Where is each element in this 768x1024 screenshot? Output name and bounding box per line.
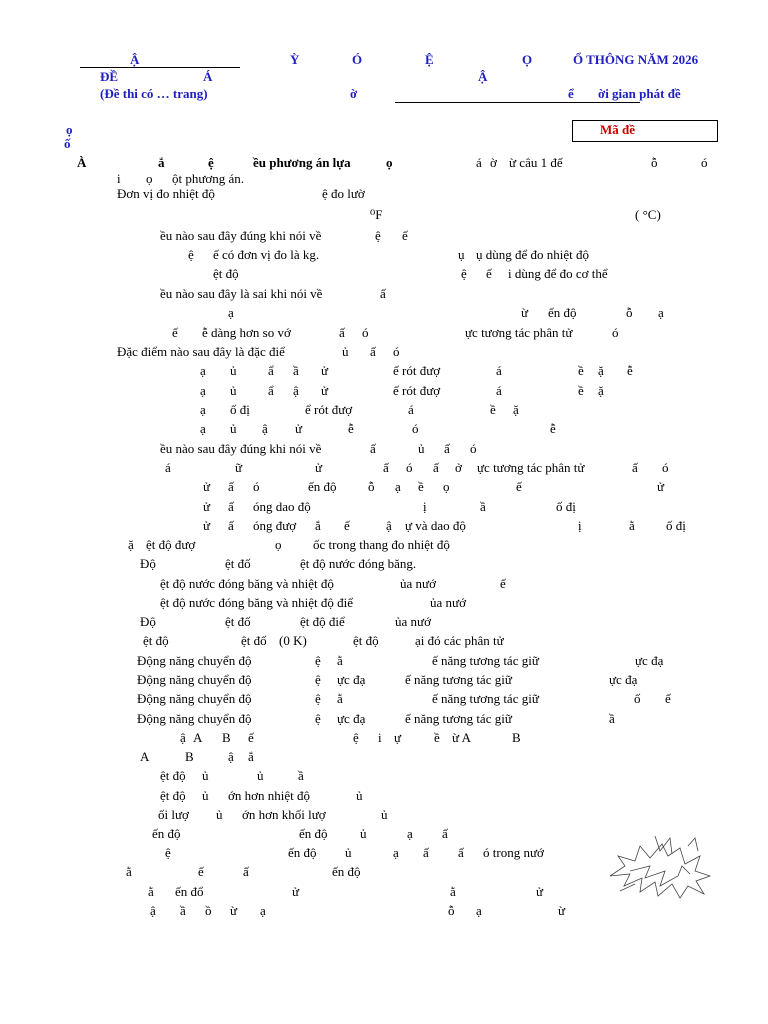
text-fragment: ế rót đượ bbox=[393, 363, 441, 378]
text-fragment: ố bbox=[634, 691, 641, 706]
time-rule bbox=[395, 102, 640, 103]
text-fragment: ề bbox=[578, 383, 584, 398]
text-fragment: ấ bbox=[632, 460, 638, 475]
text-fragment: ấ bbox=[370, 441, 376, 456]
text-fragment: ạ bbox=[200, 421, 206, 436]
text-fragment: ậ bbox=[228, 749, 234, 764]
text-fragment: ệt đố bbox=[241, 633, 267, 648]
text-fragment: ầ bbox=[180, 903, 186, 918]
text-fragment: á bbox=[496, 383, 502, 398]
text-fragment: ọ bbox=[443, 479, 450, 494]
text-fragment: ủa nướ bbox=[400, 576, 436, 591]
header-org: Ậ bbox=[130, 52, 140, 67]
text-fragment: ực đạ bbox=[635, 653, 664, 668]
text-fragment: óng dao độ bbox=[253, 499, 311, 514]
text-fragment: ử bbox=[292, 884, 300, 899]
text-fragment: ủ bbox=[418, 441, 425, 456]
side-glyph-2: ố bbox=[64, 136, 71, 151]
text-fragment: ế năng tương tác giữ bbox=[432, 653, 539, 668]
exam-code-box bbox=[572, 120, 718, 142]
text-fragment: ế có đơn vị đo là kg. bbox=[213, 247, 320, 262]
text-fragment: ự bbox=[394, 730, 402, 745]
text-fragment: ị bbox=[423, 499, 427, 514]
text-fragment: B bbox=[185, 749, 194, 764]
time-note: ời gian phát đề bbox=[598, 86, 681, 101]
text-fragment: (0 K) bbox=[279, 633, 307, 648]
text-fragment: ệ bbox=[188, 247, 194, 262]
text-fragment: i dùng để đo cơ thể bbox=[508, 266, 608, 281]
text-fragment: ó bbox=[662, 460, 669, 475]
pages-note: (Đề thi có … trang) bbox=[100, 86, 208, 101]
text-fragment: ều nào sau đây đúng khi nói về bbox=[160, 441, 322, 456]
text-fragment: ệt đố bbox=[225, 614, 251, 629]
text-fragment: ực đạ bbox=[337, 711, 366, 726]
section-part: ọ bbox=[146, 171, 153, 186]
text-fragment: ủ bbox=[202, 788, 209, 803]
side-glyph-1: ọ bbox=[66, 122, 73, 137]
text-fragment: ực đạ bbox=[337, 672, 366, 687]
text-fragment: ó bbox=[470, 441, 477, 456]
text-fragment: ụ dùng để đo nhiệt độ bbox=[476, 247, 590, 262]
text-fragment: ại đó các phân tử bbox=[415, 633, 504, 648]
text-fragment: ệ bbox=[353, 730, 359, 745]
text-fragment: ế bbox=[198, 864, 204, 879]
text-fragment: ạ bbox=[476, 903, 482, 918]
text-fragment: ấ bbox=[433, 460, 439, 475]
text-fragment: ấ bbox=[243, 864, 249, 879]
text-fragment: A bbox=[140, 749, 150, 764]
text-fragment: ỗ bbox=[626, 305, 633, 320]
text-fragment: ấ bbox=[380, 286, 386, 301]
text-fragment: ực tương tác phân tử bbox=[465, 325, 573, 340]
text-fragment: ệt độ bbox=[160, 788, 186, 803]
text-fragment: Động năng chuyển độ bbox=[137, 711, 252, 726]
text-fragment: ấ bbox=[383, 460, 389, 475]
text-fragment: ằ bbox=[148, 884, 154, 899]
text-fragment: ệt độ nước đóng băng. bbox=[300, 556, 417, 571]
text-fragment: ( °C) bbox=[635, 207, 661, 222]
text-fragment: ủ bbox=[230, 383, 237, 398]
text-fragment: ằ bbox=[629, 518, 635, 533]
text-fragment: ử bbox=[203, 479, 211, 494]
text-fragment: ó bbox=[393, 344, 400, 359]
header-de-label: ĐỀ bbox=[100, 69, 119, 84]
text-fragment: ề bbox=[434, 730, 440, 745]
decorative-scribble-image bbox=[600, 826, 718, 902]
text-fragment: ⁰F bbox=[370, 207, 383, 222]
text-fragment: ỗ bbox=[448, 903, 455, 918]
text-fragment: ối lượ bbox=[158, 807, 189, 822]
text-fragment: ệt độ bbox=[143, 633, 169, 648]
text-fragment: ế bbox=[402, 228, 408, 243]
text-fragment: ễ bbox=[348, 421, 354, 436]
text-fragment: ằ bbox=[337, 653, 343, 668]
header-title-part-5: Ổ THÔNG NĂM 2026 bbox=[573, 52, 699, 67]
text-fragment: á bbox=[165, 460, 171, 475]
text-fragment: ế năng tương tác giữ bbox=[432, 691, 539, 706]
text-fragment: ó bbox=[362, 325, 369, 340]
text-fragment: ử bbox=[536, 884, 544, 899]
text-fragment: ực tương tác phân tử bbox=[477, 460, 585, 475]
text-fragment: ố đị bbox=[556, 499, 576, 514]
text-fragment: ạ bbox=[200, 402, 206, 417]
text-fragment: ễ dàng hơn so vớ bbox=[202, 325, 291, 340]
text-fragment: ệ đo lườ bbox=[322, 186, 365, 201]
text-fragment: ế bbox=[172, 325, 178, 340]
text-fragment: ủ bbox=[230, 421, 237, 436]
text-fragment: ầ bbox=[480, 499, 486, 514]
section-part: ó bbox=[701, 155, 708, 170]
text-fragment: ị bbox=[578, 518, 582, 533]
time-glyph: ờ bbox=[350, 86, 358, 101]
text-fragment: ạ bbox=[260, 903, 266, 918]
text-fragment: ử bbox=[315, 460, 323, 475]
text-fragment: ậ bbox=[386, 518, 392, 533]
text-fragment: ồ bbox=[205, 903, 212, 918]
text-fragment: ấ bbox=[339, 325, 345, 340]
text-fragment: óng đượ bbox=[253, 518, 297, 533]
text-fragment: ạ bbox=[395, 479, 401, 494]
text-fragment: ệt độ bbox=[213, 266, 239, 281]
text-fragment: ủ bbox=[257, 768, 264, 783]
text-fragment: ấ bbox=[423, 845, 429, 860]
text-fragment: A bbox=[193, 730, 203, 745]
text-fragment: ều nào sau đây là sai khi nói về bbox=[160, 286, 323, 301]
text-fragment: á bbox=[496, 363, 502, 378]
text-fragment: Động năng chuyển độ bbox=[137, 672, 252, 687]
section-part: ắ bbox=[158, 155, 165, 170]
text-fragment: ử bbox=[295, 421, 303, 436]
text-fragment: ễ bbox=[550, 421, 556, 436]
text-fragment: ạ bbox=[228, 305, 234, 320]
text-fragment: ạ bbox=[200, 363, 206, 378]
text-fragment: ó trong nướ bbox=[483, 845, 544, 860]
text-fragment: ắ bbox=[248, 749, 254, 764]
text-fragment: ủ bbox=[381, 807, 388, 822]
text-fragment: ậ bbox=[150, 903, 156, 918]
text-fragment: B bbox=[222, 730, 231, 745]
text-fragment: ó bbox=[412, 421, 419, 436]
text-fragment: ệ bbox=[165, 845, 171, 860]
text-fragment: ế bbox=[500, 576, 506, 591]
text-fragment: ệ bbox=[461, 266, 467, 281]
text-fragment: ệ bbox=[315, 672, 321, 687]
section-part: À bbox=[77, 155, 87, 170]
text-fragment: ến độ bbox=[548, 305, 577, 320]
text-fragment: ọ bbox=[275, 537, 282, 552]
text-fragment: i bbox=[378, 730, 382, 745]
header-title-part-3: Ệ bbox=[425, 52, 434, 67]
text-fragment: ủ bbox=[342, 344, 349, 359]
text-fragment: ử bbox=[321, 383, 329, 398]
text-fragment: ủ bbox=[216, 807, 223, 822]
text-fragment: ủa nướ bbox=[430, 595, 466, 610]
text-fragment: ằ bbox=[126, 864, 132, 879]
text-fragment: ặ bbox=[128, 537, 134, 552]
text-fragment: ở bbox=[455, 460, 462, 475]
text-fragment: ấ bbox=[370, 344, 376, 359]
text-fragment: ế bbox=[665, 691, 671, 706]
text-fragment: ữ bbox=[235, 460, 243, 475]
text-fragment: ấ bbox=[442, 826, 448, 841]
text-fragment: ừ bbox=[558, 903, 566, 918]
section-part: á bbox=[476, 155, 482, 170]
text-fragment: ến đổ bbox=[175, 884, 204, 899]
text-fragment: ệ bbox=[315, 653, 321, 668]
text-fragment: ấ bbox=[444, 441, 450, 456]
text-fragment: ề bbox=[490, 402, 496, 417]
section-part: ều phương án lựa bbox=[253, 155, 351, 170]
text-fragment: ủa nướ bbox=[395, 614, 431, 629]
header-left-rule bbox=[80, 67, 240, 68]
section-part: ệ bbox=[208, 155, 214, 170]
text-fragment: ủ bbox=[230, 363, 237, 378]
header-title-part-1: Ỳ bbox=[290, 52, 300, 67]
text-fragment: ệt độ đượ bbox=[146, 537, 196, 552]
text-fragment: ầ bbox=[293, 363, 299, 378]
text-fragment: ó bbox=[406, 460, 413, 475]
text-fragment: ử bbox=[321, 363, 329, 378]
text-fragment: ầ bbox=[298, 768, 304, 783]
text-fragment: ủ bbox=[360, 826, 367, 841]
text-fragment: ạ bbox=[393, 845, 399, 860]
header-de-center: Ậ bbox=[478, 69, 488, 84]
text-fragment: ệt độ nước đóng băng và nhiệt độ điể bbox=[160, 595, 353, 610]
text-fragment: ấ bbox=[228, 499, 234, 514]
text-fragment: ế năng tương tác giữ bbox=[405, 672, 512, 687]
text-fragment: ặ bbox=[598, 383, 604, 398]
text-fragment: Độ bbox=[140, 614, 156, 629]
section-part: ỗ bbox=[651, 155, 658, 170]
text-fragment: ừ A bbox=[452, 730, 471, 745]
text-fragment: ủ bbox=[202, 768, 209, 783]
text-fragment: ấ bbox=[458, 845, 464, 860]
text-fragment: ệ bbox=[375, 228, 381, 243]
header-de-label-2: Á bbox=[203, 69, 213, 84]
text-fragment: Động năng chuyển độ bbox=[137, 691, 252, 706]
text-fragment: ề bbox=[418, 479, 424, 494]
text-fragment: ặ bbox=[598, 363, 604, 378]
text-fragment: ử bbox=[657, 479, 665, 494]
section-part: ột phương án. bbox=[172, 171, 245, 186]
text-fragment: Đặc điểm nào sau đây là đặc điể bbox=[117, 344, 285, 359]
text-fragment: Độ bbox=[140, 556, 156, 571]
text-fragment: ạ bbox=[658, 305, 664, 320]
text-fragment: ó bbox=[253, 479, 260, 494]
text-fragment: ạ bbox=[200, 383, 206, 398]
text-fragment: ự và dao độ bbox=[405, 518, 466, 533]
text-fragment: ỗ bbox=[368, 479, 375, 494]
text-fragment: Động năng chuyển độ bbox=[137, 653, 252, 668]
text-fragment: ạ bbox=[407, 826, 413, 841]
text-fragment: ậ bbox=[180, 730, 186, 745]
text-fragment: á bbox=[408, 402, 414, 417]
text-fragment: ẩ bbox=[268, 383, 274, 398]
text-fragment: ằ bbox=[450, 884, 456, 899]
text-fragment: ụ bbox=[458, 247, 465, 262]
text-fragment: ắ bbox=[315, 518, 321, 533]
text-fragment: ến độ bbox=[288, 845, 317, 860]
text-fragment: ễ bbox=[627, 363, 633, 378]
section-part: ờ bbox=[490, 155, 497, 170]
text-fragment: ủ bbox=[345, 845, 352, 860]
text-fragment: ừ bbox=[230, 903, 238, 918]
text-fragment: Đơn vị đo nhiệt độ bbox=[117, 186, 215, 201]
text-fragment: ến độ bbox=[299, 826, 328, 841]
text-fragment: ực đạ bbox=[609, 672, 638, 687]
text-fragment: ế rót đượ bbox=[393, 383, 441, 398]
text-fragment: ặ bbox=[513, 402, 519, 417]
text-fragment: ấ bbox=[228, 518, 234, 533]
section-part: ọ bbox=[386, 155, 393, 170]
section-part: i bbox=[117, 171, 121, 186]
text-fragment: ể rót đượ bbox=[305, 402, 353, 417]
text-fragment: ử bbox=[203, 499, 211, 514]
header-title-part-2: Ó bbox=[352, 52, 363, 67]
text-fragment: ố đị bbox=[230, 402, 250, 417]
exam-code-label: Mã đề bbox=[600, 122, 636, 137]
text-fragment: ậ bbox=[293, 383, 299, 398]
text-fragment: ệ bbox=[315, 691, 321, 706]
text-fragment: ấ bbox=[228, 479, 234, 494]
text-fragment: ế năng tương tác giữ bbox=[405, 711, 512, 726]
text-fragment: ế bbox=[516, 479, 522, 494]
text-fragment: ến độ bbox=[332, 864, 361, 879]
text-fragment: ế bbox=[486, 266, 492, 281]
text-fragment: ệ bbox=[315, 711, 321, 726]
text-fragment: ằ bbox=[337, 691, 343, 706]
text-fragment: ệt độ bbox=[160, 768, 186, 783]
text-fragment: B bbox=[512, 730, 521, 745]
header-title-part-4: Ọ bbox=[522, 52, 533, 67]
text-fragment: ừ bbox=[521, 305, 529, 320]
section-part: ừ câu 1 đế bbox=[509, 155, 563, 170]
text-fragment: ế bbox=[248, 730, 254, 745]
text-fragment: ủ bbox=[356, 788, 363, 803]
text-fragment: ệt độ bbox=[353, 633, 379, 648]
text-fragment: ớn hơn nhiệt độ bbox=[228, 788, 310, 803]
text-fragment: ề bbox=[578, 363, 584, 378]
text-fragment: ẩ bbox=[268, 363, 274, 378]
text-fragment: ệt độ điể bbox=[300, 614, 345, 629]
text-fragment: ến độ bbox=[308, 479, 337, 494]
text-fragment: ử bbox=[203, 518, 211, 533]
text-fragment: ó bbox=[612, 325, 619, 340]
text-fragment: ến độ bbox=[152, 826, 181, 841]
text-fragment: ều nào sau đây đúng khi nói về bbox=[160, 228, 322, 243]
text-fragment: ầ bbox=[609, 711, 615, 726]
text-fragment: ớn hơn khối lượ bbox=[242, 807, 326, 822]
text-fragment: ậ bbox=[262, 421, 268, 436]
text-fragment: ệt độ nước đóng băng và nhiệt độ bbox=[160, 576, 334, 591]
text-fragment: ệt đố bbox=[225, 556, 251, 571]
text-fragment: ốc trong thang đo nhiệt độ bbox=[313, 537, 450, 552]
time-note-glyph: ể bbox=[568, 86, 574, 101]
text-fragment: ế bbox=[344, 518, 350, 533]
text-fragment: ố đị bbox=[666, 518, 686, 533]
